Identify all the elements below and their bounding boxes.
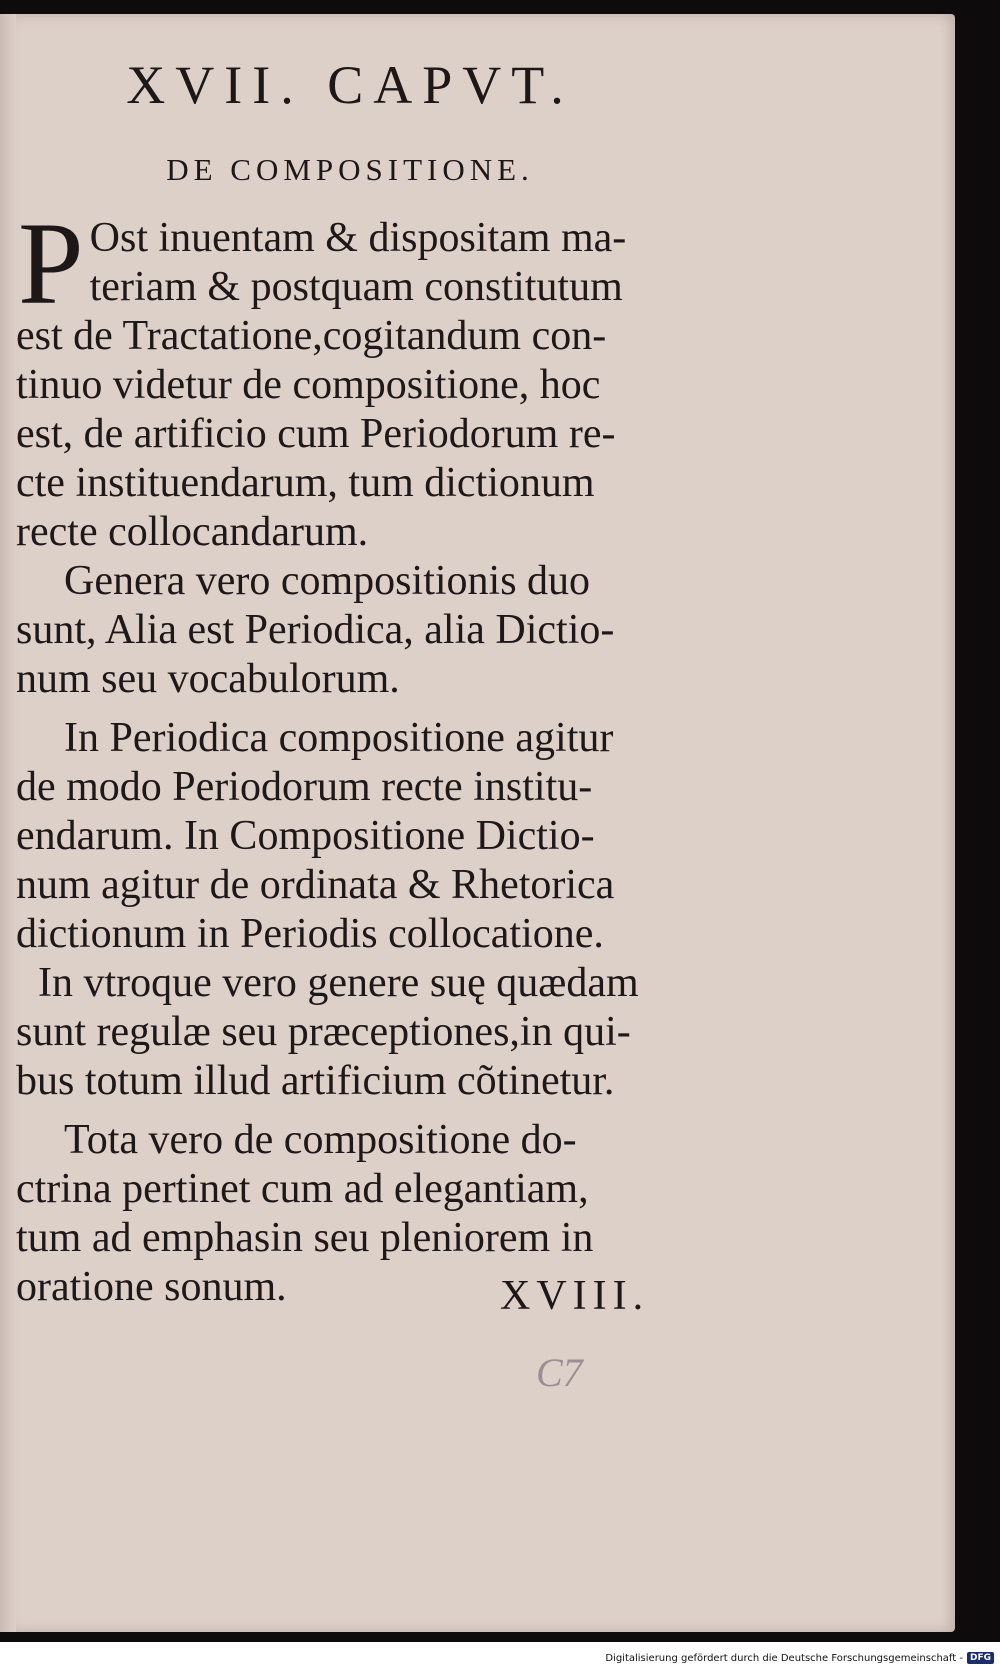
text-line: tum ad emphasin seu pleniorem in [16,1215,594,1261]
text-line: de modo Periodorum recte institu- [16,764,593,810]
digitization-footer [605,1652,994,1664]
text-line: tinuo videtur de compositione, hoc [16,362,601,408]
text-line: Genera vero compositionis duo [64,558,591,604]
text-line: dictionum in Periodis collocatione. [16,911,604,957]
chapter-heading: XVII. CAPVT. [126,55,574,115]
footer-text: Digitalisierung gefördert durch die Deutsche Forschungsgemeinschaft - [605,1652,963,1664]
text-line: num agitur de ordinata & Rhetorica [16,862,615,908]
drop-capital: P [18,198,84,329]
dfg-logo: DFG [967,1652,994,1664]
text-line: teriam & postquam constitutum [89,264,623,310]
text-line: oratione sonum. [16,1264,287,1310]
text-line: endarum. In Compositione Dictio- [16,813,595,859]
paragraph-1 [16,198,696,557]
signature-mark: C7 [536,1350,583,1395]
paragraph-3 [16,714,696,959]
text-line: cte instituendarum, tum dictionum [16,460,595,506]
text-line: Tota vero de compositione do- [64,1117,577,1163]
chapter-subheading: DE COMPOSITIONE. [166,152,534,187]
text-line: Ost inuentam & dispositam ma- [89,215,627,261]
paragraph-4 [16,959,696,1106]
body-text [16,198,696,1312]
text-line: In Periodica compositione agitur [64,715,614,761]
text-line: est, de artificio cum Periodorum re- [16,411,616,457]
text-line: In vtroque vero genere suę quædam [38,960,639,1006]
catchword: XVIII. [500,1273,650,1319]
text-line: sunt, Alia est Periodica, alia Dictio- [16,607,615,653]
text-line: est de Tractatione,cogitandum con- [16,313,607,359]
text-line: num seu vocabulorum. [16,656,400,702]
book-page [0,14,955,1632]
text-line: ctrina pertinet cum ad elegantiam, [16,1166,589,1212]
page-spine-shadow [0,14,16,1632]
text-line: bus totum illud artificium cõtinetur. [16,1058,615,1104]
text-line: sunt regulæ seu præceptiones,in qui- [16,1009,631,1055]
paragraph-2 [16,557,696,704]
text-line: recte collocandarum. [16,509,369,555]
